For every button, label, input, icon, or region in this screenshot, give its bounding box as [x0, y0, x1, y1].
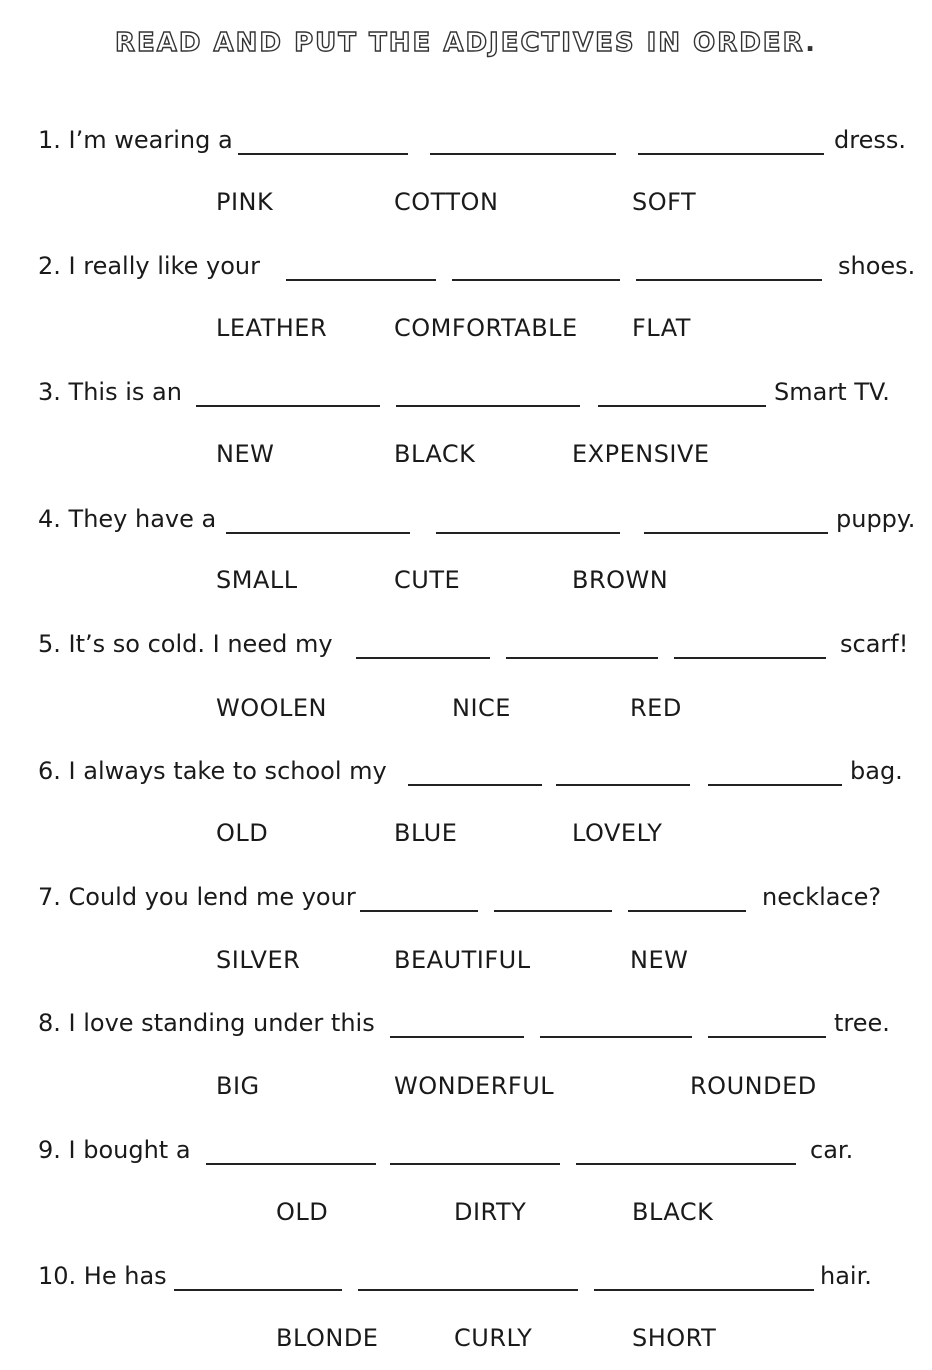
answer-blank-2[interactable]	[494, 910, 612, 912]
answer-blank-1[interactable]	[408, 784, 542, 786]
answer-blank-3[interactable]	[638, 153, 824, 155]
title-text: READ AND PUT THE ADJECTIVES IN ORDER	[115, 28, 806, 58]
options-7	[0, 946, 932, 978]
exercise-prompt: 5. It’s so cold. I need my	[38, 630, 333, 658]
exercise-prompt: 4. They have a	[38, 505, 217, 533]
exercise-7	[38, 883, 918, 917]
answer-blank-1[interactable]	[206, 1163, 376, 1165]
answer-blank-3[interactable]	[576, 1163, 796, 1165]
exercise-prompt: 9. I bought a	[38, 1136, 191, 1164]
option-word: DIRTY	[454, 1198, 527, 1226]
exercise-ending: scarf!	[840, 630, 909, 658]
exercise-prompt: 8. I love standing under this	[38, 1009, 375, 1037]
options-6	[0, 819, 932, 851]
options-10	[0, 1324, 932, 1356]
options-2	[0, 314, 932, 346]
answer-blank-2[interactable]	[436, 532, 620, 534]
option-word: SOFT	[632, 188, 697, 216]
option-word: BLUE	[394, 819, 458, 847]
option-word: NEW	[630, 946, 689, 974]
answer-blank-3[interactable]	[628, 910, 746, 912]
exercise-9	[38, 1136, 918, 1170]
exercise-3	[38, 378, 918, 412]
option-word: BLACK	[394, 440, 476, 468]
answer-blank-1[interactable]	[286, 279, 436, 281]
answer-blank-2[interactable]	[540, 1036, 692, 1038]
exercise-8	[38, 1009, 918, 1043]
exercise-prompt: 6. I always take to school my	[38, 757, 387, 785]
exercise-prompt: 2. I really like your	[38, 252, 260, 280]
option-word: OLD	[216, 819, 269, 847]
options-4	[0, 566, 932, 598]
answer-blank-2[interactable]	[430, 153, 616, 155]
answer-blank-3[interactable]	[636, 279, 822, 281]
exercise-prompt: 7. Could you lend me your	[38, 883, 356, 911]
exercise-ending: bag.	[850, 757, 903, 785]
exercise-ending: car.	[810, 1136, 854, 1164]
answer-blank-1[interactable]	[238, 153, 408, 155]
answer-blank-2[interactable]	[358, 1289, 578, 1291]
answer-blank-3[interactable]	[708, 1036, 826, 1038]
option-word: SILVER	[216, 946, 301, 974]
option-word: CUTE	[394, 566, 461, 594]
option-word: BEAUTIFUL	[394, 946, 531, 974]
exercise-prompt: 10. He has	[38, 1262, 167, 1290]
answer-blank-3[interactable]	[598, 405, 766, 407]
worksheet-title	[0, 28, 932, 58]
option-word: NICE	[452, 694, 511, 722]
options-9	[0, 1198, 932, 1230]
option-word: BLACK	[632, 1198, 714, 1226]
answer-blank-1[interactable]	[390, 1036, 524, 1038]
option-word: BROWN	[572, 566, 669, 594]
options-8	[0, 1072, 932, 1104]
option-word: BLONDE	[276, 1324, 379, 1352]
answer-blank-1[interactable]	[356, 657, 490, 659]
options-3	[0, 440, 932, 472]
exercise-prompt: 3. This is an	[38, 378, 182, 406]
exercise-4	[38, 505, 918, 539]
answer-blank-2[interactable]	[452, 279, 620, 281]
option-word: COMFORTABLE	[394, 314, 578, 342]
answer-blank-1[interactable]	[174, 1289, 342, 1291]
exercise-ending: tree.	[834, 1009, 890, 1037]
option-word: PINK	[216, 188, 274, 216]
answer-blank-1[interactable]	[196, 405, 380, 407]
option-word: SMALL	[216, 566, 298, 594]
option-word: EXPENSIVE	[572, 440, 710, 468]
option-word: RED	[630, 694, 682, 722]
answer-blank-3[interactable]	[708, 784, 842, 786]
exercise-ending: shoes.	[838, 252, 916, 280]
options-5	[0, 694, 932, 726]
exercise-5	[38, 630, 918, 664]
option-word: OLD	[276, 1198, 329, 1226]
exercise-ending: necklace?	[762, 883, 882, 911]
answer-blank-3[interactable]	[674, 657, 826, 659]
title-period: .	[805, 28, 817, 58]
answer-blank-2[interactable]	[390, 1163, 560, 1165]
option-word: FLAT	[632, 314, 691, 342]
options-1	[0, 188, 932, 220]
exercise-1	[38, 126, 918, 160]
answer-blank-3[interactable]	[644, 532, 828, 534]
exercise-prompt: 1. I’m wearing a	[38, 126, 233, 154]
answer-blank-1[interactable]	[360, 910, 478, 912]
option-word: LOVELY	[572, 819, 663, 847]
exercise-6	[38, 757, 918, 791]
option-word: WOOLEN	[216, 694, 327, 722]
option-word: LEATHER	[216, 314, 328, 342]
answer-blank-3[interactable]	[594, 1289, 814, 1291]
option-word: BIG	[216, 1072, 260, 1100]
option-word: SHORT	[632, 1324, 717, 1352]
option-word: NEW	[216, 440, 275, 468]
exercise-2	[38, 252, 918, 286]
option-word: COTTON	[394, 188, 499, 216]
option-word: CURLY	[454, 1324, 533, 1352]
answer-blank-2[interactable]	[506, 657, 658, 659]
exercise-ending: hair.	[820, 1262, 872, 1290]
answer-blank-2[interactable]	[396, 405, 580, 407]
exercise-10	[38, 1262, 918, 1296]
option-word: ROUNDED	[690, 1072, 817, 1100]
exercise-ending: dress.	[834, 126, 906, 154]
option-word: WONDERFUL	[394, 1072, 555, 1100]
answer-blank-2[interactable]	[556, 784, 690, 786]
exercise-ending: puppy.	[836, 505, 916, 533]
exercise-ending: Smart TV.	[774, 378, 890, 406]
answer-blank-1[interactable]	[226, 532, 410, 534]
